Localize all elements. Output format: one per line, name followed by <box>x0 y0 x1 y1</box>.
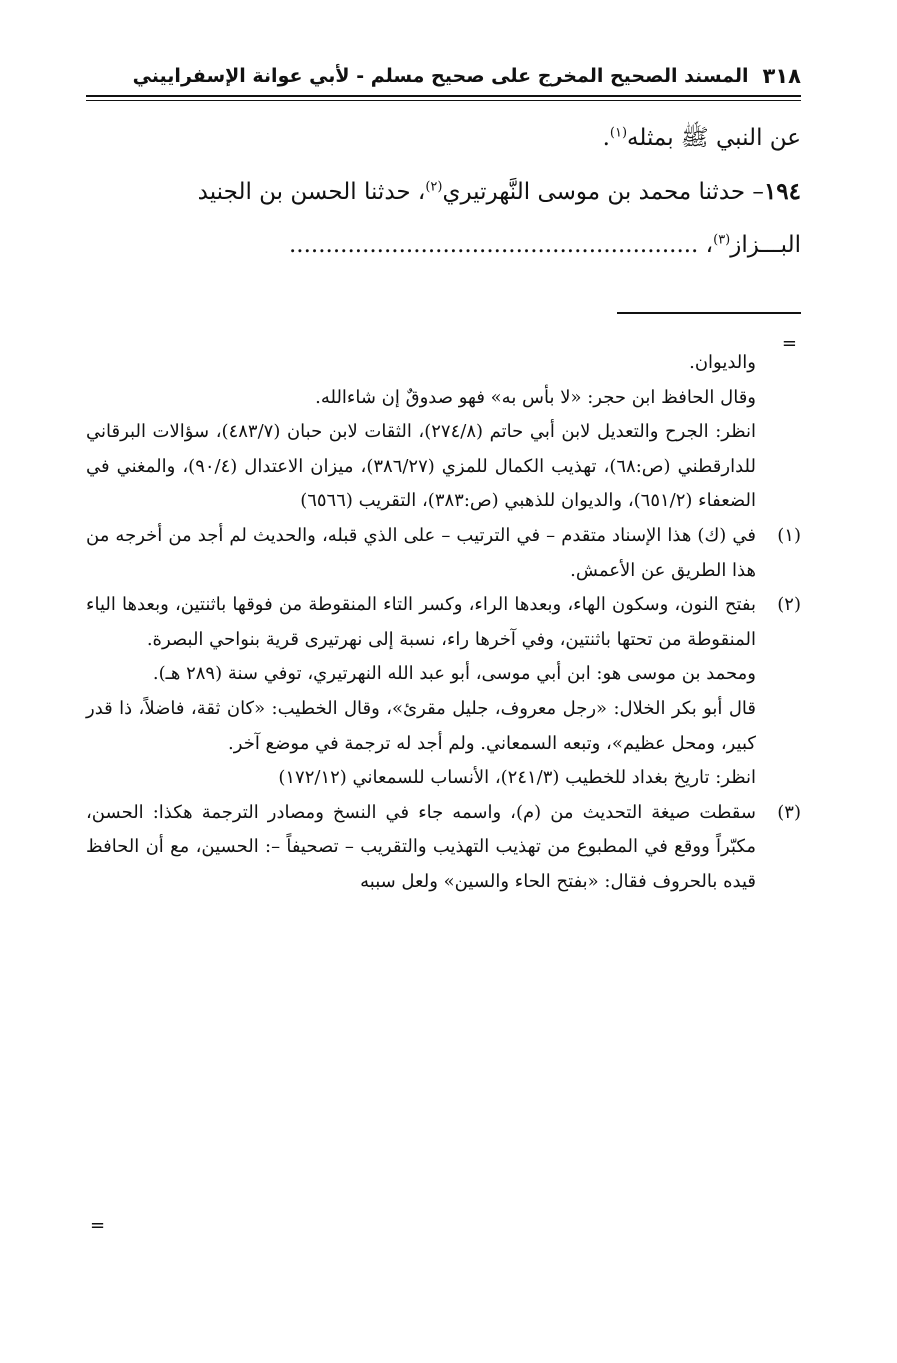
footnote-number: (٣) <box>777 801 801 823</box>
main-text <box>86 112 801 272</box>
footnotes <box>86 346 801 900</box>
ellipsis-dots: ........................................................ <box>288 232 699 258</box>
header-rule-thin <box>86 100 801 101</box>
footnote-continuation-line: انظر: الجرح والتعديل لابن أبي حاتم (٢٧٤/٨)، الثقات لابن حبان (٤٨٣/٧)، سؤالات البرقاني للدارقطني (ص:٦٨)، تهذيب الكمال للمزي (٣٨٦/٢٧)، ميزان الاعتدال (٩٠/٤)، والمغني في الضعفاء (٦٥١/٢)، والديوان للذهبي (ص:٣٨٣)، التقريب (٦٥٦٦) <box>86 421 757 512</box>
book-title: المسند الصحيح المخرج على صحيح مسلم - لأبي عوانة الإسفراييني <box>132 65 749 87</box>
footnote-paragraph: انظر: تاريخ بغداد للخطيب (٢٤١/٣)، الأنساب للسمعاني (١٧٢/١٢) <box>278 767 756 789</box>
continued-mark: = <box>90 1215 106 1236</box>
continuation-mark: = <box>781 333 797 354</box>
footnote-1 <box>86 519 801 588</box>
footnote-separator <box>617 312 801 314</box>
footnote-continuation-line: والديوان. <box>689 352 756 373</box>
footnote-paragraph: بفتح النون، وسكون الهاء، وبعدها الراء، وكسر التاء المنقوطة من فوقها باثنتين، وبعدها الياء المنقوطة من تحتها باثنتين، وفي آخرها راء، نسبة إلى نهرتيرى قرية بنواحي البصرة. <box>86 594 756 650</box>
footnote-ref-2: (٢) <box>425 179 443 195</box>
footnote-2 <box>86 588 801 796</box>
main-line-1: عن النبي ﷺ بمثله$^{(١)}$. <box>602 125 801 151</box>
hadith-number: ١٩٤ <box>763 178 801 205</box>
footnote-3 <box>86 796 801 900</box>
footnote-ref-1: (١) <box>609 125 628 141</box>
page-number: ٣١٨ <box>762 64 801 88</box>
footnote-paragraph: سقطت صيغة التحديث من (م)، واسمه جاء في النسخ ومصادر الترجمة هكذا: الحسن، مكبّراً ووقع في المطبوع من تهذيب التهذيب والتقريب – تصحيفاً –: الحسين، مع أن الحافظ قيده بالحروف فقال: «بفتح الحاء والسين» ولعل سببه <box>86 801 756 892</box>
hadith-194: ١٩٤– حدثنا محمد بن موسى النَّهرتيري$^{(٢)}$، حدثنا الحسن بن الجنيد <box>197 178 801 205</box>
footnote-paragraph: في (ك) هذا الإسناد متقدم – في الترتيب – على الذي قبله، والحديث لم أجد من أخرجه من هذا الطريق عن الأعمش. <box>86 524 756 581</box>
header-rule-thick <box>86 95 801 97</box>
running-header <box>86 58 801 94</box>
footnote-number: (٢) <box>777 594 801 616</box>
footnote-ref-3: (٣) <box>713 232 731 248</box>
footnote-continuation-line: وقال الحافظ ابن حجر: «لا بأس به» فهو صدوقٌ إن شاءالله. <box>315 386 756 408</box>
footnote-paragraph: قال أبو بكر الخلال: «رجل معروف، جليل مقرئ»، وقال الخطيب: «كان ثقة، فاضلاً، ذا قدر كبير، ومحل عظيم»، وتبعه السمعاني. ولم أجد له ترجمة في موضع آخر. <box>86 697 756 754</box>
footnote-paragraph: ومحمد بن موسى هو: ابن أبي موسى، أبو عبد الله النهرتيري، توفي سنة (٢٨٩ هـ). <box>152 663 756 685</box>
footnote-number: (١) <box>777 524 801 546</box>
main-line-3: البـــزاز$^{(٣)}$، ........................................................ <box>288 232 801 258</box>
